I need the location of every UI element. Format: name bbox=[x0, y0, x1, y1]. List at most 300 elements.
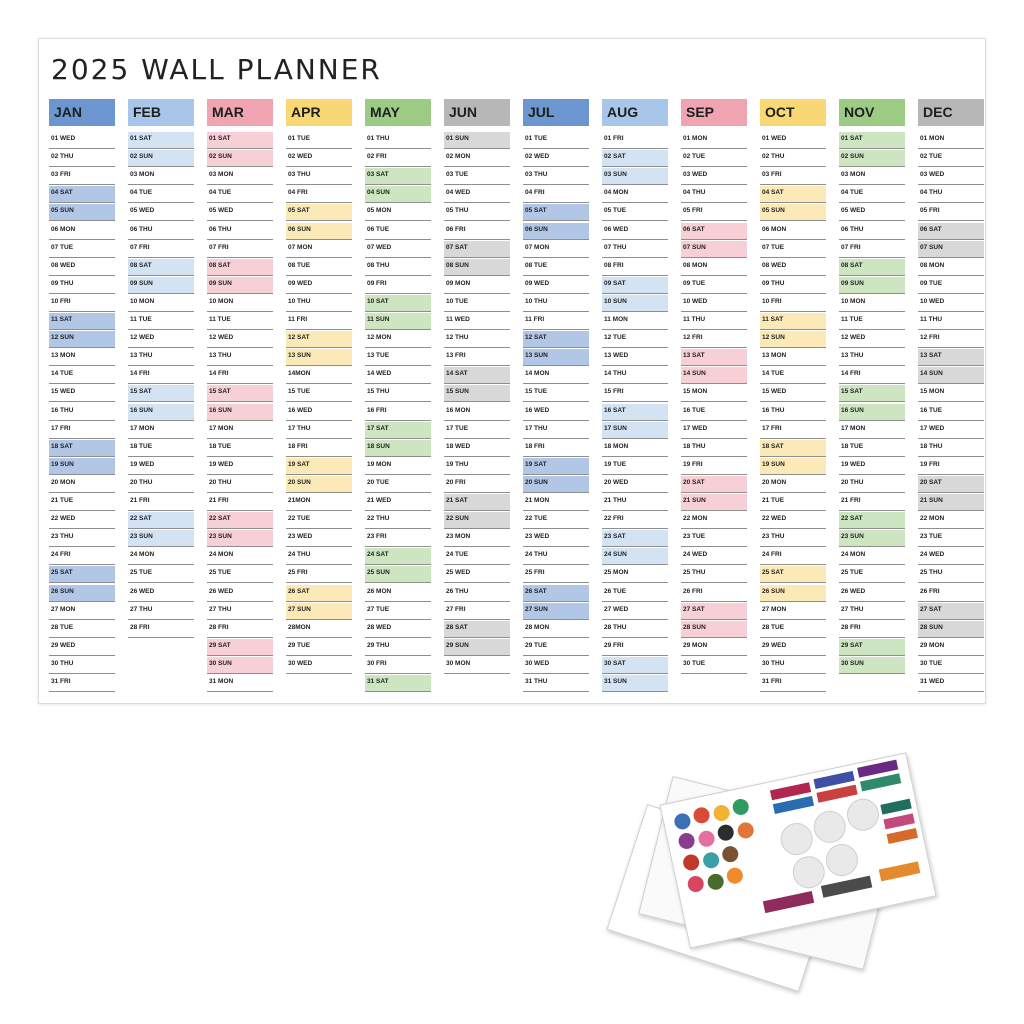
day-row[interactable] bbox=[49, 440, 115, 457]
day-row[interactable] bbox=[128, 313, 194, 330]
day-row[interactable] bbox=[602, 458, 668, 475]
day-row[interactable] bbox=[681, 530, 747, 547]
day-row[interactable] bbox=[523, 458, 589, 475]
day-row[interactable] bbox=[128, 494, 194, 511]
day-row[interactable] bbox=[286, 367, 352, 384]
day-row[interactable] bbox=[918, 132, 984, 149]
day-row[interactable] bbox=[918, 440, 984, 457]
day-row[interactable] bbox=[839, 657, 905, 674]
day-row[interactable] bbox=[602, 422, 668, 439]
day-row[interactable] bbox=[49, 621, 115, 638]
day-row[interactable] bbox=[918, 385, 984, 402]
day-row[interactable] bbox=[523, 566, 589, 583]
day-row[interactable] bbox=[760, 494, 826, 511]
day-row[interactable] bbox=[444, 150, 510, 167]
day-row[interactable] bbox=[760, 440, 826, 457]
day-row[interactable] bbox=[49, 349, 115, 366]
day-row[interactable] bbox=[839, 639, 905, 656]
day-row[interactable] bbox=[286, 385, 352, 402]
day-row[interactable] bbox=[207, 603, 273, 620]
day-row[interactable] bbox=[760, 295, 826, 312]
day-row[interactable] bbox=[49, 132, 115, 149]
day-row[interactable] bbox=[681, 223, 747, 240]
day-row[interactable] bbox=[523, 168, 589, 185]
day-row[interactable] bbox=[602, 548, 668, 565]
day-row[interactable] bbox=[286, 585, 352, 602]
day-row[interactable] bbox=[839, 530, 905, 547]
day-row[interactable] bbox=[128, 367, 194, 384]
day-row[interactable] bbox=[681, 295, 747, 312]
day-row[interactable] bbox=[523, 548, 589, 565]
day-row[interactable] bbox=[681, 385, 747, 402]
day-row[interactable] bbox=[760, 657, 826, 674]
day-row[interactable] bbox=[49, 241, 115, 258]
day-row[interactable] bbox=[523, 440, 589, 457]
day-row[interactable] bbox=[207, 132, 273, 149]
day-row[interactable] bbox=[444, 349, 510, 366]
day-row[interactable] bbox=[523, 150, 589, 167]
day-row[interactable] bbox=[523, 657, 589, 674]
day-row[interactable] bbox=[523, 259, 589, 276]
day-row[interactable] bbox=[128, 458, 194, 475]
day-row[interactable] bbox=[918, 150, 984, 167]
day-row[interactable] bbox=[365, 657, 431, 674]
day-row[interactable] bbox=[760, 223, 826, 240]
day-row[interactable] bbox=[681, 512, 747, 529]
day-row[interactable] bbox=[286, 150, 352, 167]
day-row[interactable] bbox=[681, 422, 747, 439]
day-row[interactable] bbox=[760, 150, 826, 167]
day-row[interactable] bbox=[602, 277, 668, 294]
day-row[interactable] bbox=[49, 566, 115, 583]
day-row[interactable] bbox=[49, 186, 115, 203]
day-row[interactable] bbox=[207, 259, 273, 276]
day-row[interactable] bbox=[286, 241, 352, 258]
day-row[interactable] bbox=[128, 404, 194, 421]
day-row[interactable] bbox=[365, 566, 431, 583]
day-row[interactable] bbox=[365, 241, 431, 258]
day-row[interactable] bbox=[207, 367, 273, 384]
day-row[interactable] bbox=[207, 241, 273, 258]
day-row[interactable] bbox=[49, 476, 115, 493]
day-row[interactable] bbox=[681, 331, 747, 348]
day-row[interactable] bbox=[207, 657, 273, 674]
day-row[interactable] bbox=[760, 512, 826, 529]
day-row[interactable] bbox=[602, 259, 668, 276]
day-row[interactable] bbox=[207, 385, 273, 402]
day-row[interactable] bbox=[523, 675, 589, 692]
day-row[interactable] bbox=[365, 494, 431, 511]
day-row[interactable] bbox=[839, 259, 905, 276]
day-row[interactable] bbox=[286, 548, 352, 565]
day-row[interactable] bbox=[839, 440, 905, 457]
day-row[interactable] bbox=[839, 223, 905, 240]
day-row[interactable] bbox=[918, 512, 984, 529]
day-row[interactable] bbox=[207, 168, 273, 185]
day-row[interactable] bbox=[49, 313, 115, 330]
day-row[interactable] bbox=[839, 566, 905, 583]
day-row[interactable] bbox=[286, 440, 352, 457]
day-row[interactable] bbox=[128, 186, 194, 203]
day-row[interactable] bbox=[365, 132, 431, 149]
day-row[interactable] bbox=[286, 295, 352, 312]
day-row[interactable] bbox=[444, 566, 510, 583]
day-row[interactable] bbox=[839, 367, 905, 384]
day-row[interactable] bbox=[207, 204, 273, 221]
day-row[interactable] bbox=[444, 621, 510, 638]
day-row[interactable] bbox=[286, 277, 352, 294]
day-row[interactable] bbox=[444, 476, 510, 493]
day-row[interactable] bbox=[760, 458, 826, 475]
day-row[interactable] bbox=[681, 150, 747, 167]
day-row[interactable] bbox=[760, 476, 826, 493]
day-row[interactable] bbox=[918, 404, 984, 421]
day-row[interactable] bbox=[918, 277, 984, 294]
day-row[interactable] bbox=[365, 295, 431, 312]
day-row[interactable] bbox=[286, 132, 352, 149]
day-row[interactable] bbox=[444, 422, 510, 439]
day-row[interactable] bbox=[760, 585, 826, 602]
day-row[interactable] bbox=[918, 422, 984, 439]
day-row[interactable] bbox=[207, 422, 273, 439]
day-row[interactable] bbox=[839, 548, 905, 565]
day-row[interactable] bbox=[207, 675, 273, 692]
day-row[interactable] bbox=[523, 621, 589, 638]
day-row[interactable] bbox=[49, 150, 115, 167]
day-row[interactable] bbox=[207, 277, 273, 294]
day-row[interactable] bbox=[365, 422, 431, 439]
day-row[interactable] bbox=[365, 385, 431, 402]
day-row[interactable] bbox=[602, 313, 668, 330]
day-row[interactable] bbox=[286, 494, 352, 511]
day-row[interactable] bbox=[49, 204, 115, 221]
day-row[interactable] bbox=[365, 223, 431, 240]
day-row[interactable] bbox=[918, 241, 984, 258]
day-row[interactable] bbox=[602, 404, 668, 421]
day-row[interactable] bbox=[365, 603, 431, 620]
day-row[interactable] bbox=[207, 548, 273, 565]
day-row[interactable] bbox=[523, 349, 589, 366]
day-row[interactable] bbox=[365, 585, 431, 602]
day-row[interactable] bbox=[286, 313, 352, 330]
day-row[interactable] bbox=[681, 241, 747, 258]
day-row[interactable] bbox=[681, 367, 747, 384]
day-row[interactable] bbox=[128, 349, 194, 366]
day-row[interactable] bbox=[602, 639, 668, 656]
day-row[interactable] bbox=[523, 241, 589, 258]
day-row[interactable] bbox=[918, 494, 984, 511]
day-row[interactable] bbox=[128, 512, 194, 529]
day-row[interactable] bbox=[602, 476, 668, 493]
day-row[interactable] bbox=[128, 422, 194, 439]
day-row[interactable] bbox=[760, 422, 826, 439]
day-row[interactable] bbox=[444, 241, 510, 258]
day-row[interactable] bbox=[444, 458, 510, 475]
day-row[interactable] bbox=[365, 349, 431, 366]
day-row[interactable] bbox=[523, 204, 589, 221]
day-row[interactable] bbox=[523, 639, 589, 656]
day-row[interactable] bbox=[207, 512, 273, 529]
day-row[interactable] bbox=[49, 603, 115, 620]
day-row[interactable] bbox=[681, 440, 747, 457]
day-row[interactable] bbox=[49, 331, 115, 348]
day-row[interactable] bbox=[918, 331, 984, 348]
day-row[interactable] bbox=[839, 132, 905, 149]
day-row[interactable] bbox=[365, 186, 431, 203]
day-row[interactable] bbox=[365, 458, 431, 475]
day-row[interactable] bbox=[49, 675, 115, 692]
day-row[interactable] bbox=[286, 422, 352, 439]
day-row[interactable] bbox=[602, 241, 668, 258]
day-row[interactable] bbox=[839, 385, 905, 402]
day-row[interactable] bbox=[207, 313, 273, 330]
day-row[interactable] bbox=[365, 675, 431, 692]
day-row[interactable] bbox=[444, 168, 510, 185]
day-row[interactable] bbox=[128, 476, 194, 493]
day-row[interactable] bbox=[286, 204, 352, 221]
day-row[interactable] bbox=[681, 186, 747, 203]
day-row[interactable] bbox=[523, 331, 589, 348]
day-row[interactable] bbox=[681, 458, 747, 475]
day-row[interactable] bbox=[444, 313, 510, 330]
day-row[interactable] bbox=[49, 512, 115, 529]
day-row[interactable] bbox=[602, 295, 668, 312]
day-row[interactable] bbox=[602, 331, 668, 348]
day-row[interactable] bbox=[523, 367, 589, 384]
day-row[interactable] bbox=[49, 277, 115, 294]
day-row[interactable] bbox=[49, 404, 115, 421]
day-row[interactable] bbox=[760, 204, 826, 221]
day-row[interactable] bbox=[839, 186, 905, 203]
day-row[interactable] bbox=[839, 494, 905, 511]
day-row[interactable] bbox=[681, 548, 747, 565]
day-row[interactable] bbox=[681, 313, 747, 330]
day-row[interactable] bbox=[49, 422, 115, 439]
day-row[interactable] bbox=[207, 458, 273, 475]
day-row[interactable] bbox=[760, 259, 826, 276]
day-row[interactable] bbox=[444, 512, 510, 529]
day-row[interactable] bbox=[839, 603, 905, 620]
day-row[interactable] bbox=[128, 277, 194, 294]
day-row[interactable] bbox=[918, 585, 984, 602]
day-row[interactable] bbox=[365, 367, 431, 384]
day-row[interactable] bbox=[602, 150, 668, 167]
day-row[interactable] bbox=[918, 313, 984, 330]
day-row[interactable] bbox=[444, 223, 510, 240]
day-row[interactable] bbox=[523, 476, 589, 493]
day-row[interactable] bbox=[681, 259, 747, 276]
day-row[interactable] bbox=[444, 440, 510, 457]
day-row[interactable] bbox=[444, 603, 510, 620]
day-row[interactable] bbox=[839, 241, 905, 258]
day-row[interactable] bbox=[286, 349, 352, 366]
day-row[interactable] bbox=[602, 512, 668, 529]
day-row[interactable] bbox=[602, 530, 668, 547]
day-row[interactable] bbox=[918, 657, 984, 674]
day-row[interactable] bbox=[839, 150, 905, 167]
day-row[interactable] bbox=[602, 657, 668, 674]
day-row[interactable] bbox=[444, 385, 510, 402]
day-row[interactable] bbox=[207, 494, 273, 511]
day-row[interactable] bbox=[602, 204, 668, 221]
day-row[interactable] bbox=[839, 585, 905, 602]
day-row[interactable] bbox=[444, 204, 510, 221]
day-row[interactable] bbox=[444, 404, 510, 421]
day-row[interactable] bbox=[760, 313, 826, 330]
day-row[interactable] bbox=[444, 494, 510, 511]
day-row[interactable] bbox=[128, 259, 194, 276]
day-row[interactable] bbox=[444, 530, 510, 547]
day-row[interactable] bbox=[760, 639, 826, 656]
day-row[interactable] bbox=[365, 548, 431, 565]
day-row[interactable] bbox=[760, 132, 826, 149]
day-row[interactable] bbox=[286, 259, 352, 276]
day-row[interactable] bbox=[286, 223, 352, 240]
day-row[interactable] bbox=[760, 168, 826, 185]
day-row[interactable] bbox=[523, 223, 589, 240]
day-row[interactable] bbox=[760, 530, 826, 547]
day-row[interactable] bbox=[602, 186, 668, 203]
day-row[interactable] bbox=[365, 404, 431, 421]
day-row[interactable] bbox=[602, 494, 668, 511]
day-row[interactable] bbox=[839, 476, 905, 493]
day-row[interactable] bbox=[286, 168, 352, 185]
day-row[interactable] bbox=[207, 295, 273, 312]
day-row[interactable] bbox=[444, 132, 510, 149]
day-row[interactable] bbox=[760, 548, 826, 565]
day-row[interactable] bbox=[523, 186, 589, 203]
day-row[interactable] bbox=[760, 566, 826, 583]
day-row[interactable] bbox=[207, 585, 273, 602]
day-row[interactable] bbox=[760, 675, 826, 692]
day-row[interactable] bbox=[49, 494, 115, 511]
day-row[interactable] bbox=[602, 385, 668, 402]
day-row[interactable] bbox=[365, 530, 431, 547]
day-row[interactable] bbox=[839, 422, 905, 439]
day-row[interactable] bbox=[286, 621, 352, 638]
day-row[interactable] bbox=[128, 150, 194, 167]
day-row[interactable] bbox=[681, 494, 747, 511]
day-row[interactable] bbox=[207, 186, 273, 203]
day-row[interactable] bbox=[839, 458, 905, 475]
day-row[interactable] bbox=[760, 603, 826, 620]
day-row[interactable] bbox=[918, 603, 984, 620]
day-row[interactable] bbox=[523, 404, 589, 421]
day-row[interactable] bbox=[681, 639, 747, 656]
day-row[interactable] bbox=[681, 204, 747, 221]
day-row[interactable] bbox=[760, 241, 826, 258]
day-row[interactable] bbox=[365, 512, 431, 529]
day-row[interactable] bbox=[918, 548, 984, 565]
day-row[interactable] bbox=[681, 603, 747, 620]
day-row[interactable] bbox=[207, 150, 273, 167]
day-row[interactable] bbox=[523, 295, 589, 312]
day-row[interactable] bbox=[523, 530, 589, 547]
day-row[interactable] bbox=[128, 168, 194, 185]
day-row[interactable] bbox=[128, 440, 194, 457]
day-row[interactable] bbox=[444, 186, 510, 203]
day-row[interactable] bbox=[918, 204, 984, 221]
day-row[interactable] bbox=[207, 476, 273, 493]
day-row[interactable] bbox=[128, 566, 194, 583]
day-row[interactable] bbox=[760, 349, 826, 366]
day-row[interactable] bbox=[918, 259, 984, 276]
day-row[interactable] bbox=[681, 404, 747, 421]
day-row[interactable] bbox=[49, 585, 115, 602]
day-row[interactable] bbox=[128, 204, 194, 221]
day-row[interactable] bbox=[602, 349, 668, 366]
day-row[interactable] bbox=[444, 259, 510, 276]
day-row[interactable] bbox=[602, 675, 668, 692]
day-row[interactable] bbox=[523, 385, 589, 402]
day-row[interactable] bbox=[286, 186, 352, 203]
day-row[interactable] bbox=[49, 458, 115, 475]
day-row[interactable] bbox=[523, 132, 589, 149]
day-row[interactable] bbox=[128, 295, 194, 312]
day-row[interactable] bbox=[602, 367, 668, 384]
day-row[interactable] bbox=[49, 530, 115, 547]
day-row[interactable] bbox=[918, 458, 984, 475]
day-row[interactable] bbox=[839, 168, 905, 185]
day-row[interactable] bbox=[207, 440, 273, 457]
day-row[interactable] bbox=[128, 548, 194, 565]
day-row[interactable] bbox=[918, 621, 984, 638]
day-row[interactable] bbox=[444, 367, 510, 384]
day-row[interactable] bbox=[760, 404, 826, 421]
day-row[interactable] bbox=[839, 277, 905, 294]
day-row[interactable] bbox=[602, 168, 668, 185]
day-row[interactable] bbox=[365, 639, 431, 656]
day-row[interactable] bbox=[365, 168, 431, 185]
day-row[interactable] bbox=[365, 277, 431, 294]
day-row[interactable] bbox=[128, 331, 194, 348]
day-row[interactable] bbox=[839, 331, 905, 348]
day-row[interactable] bbox=[523, 277, 589, 294]
day-row[interactable] bbox=[128, 223, 194, 240]
day-row[interactable] bbox=[681, 349, 747, 366]
day-row[interactable] bbox=[444, 639, 510, 656]
day-row[interactable] bbox=[523, 512, 589, 529]
day-row[interactable] bbox=[681, 657, 747, 674]
day-row[interactable] bbox=[918, 223, 984, 240]
day-row[interactable] bbox=[523, 494, 589, 511]
day-row[interactable] bbox=[207, 621, 273, 638]
day-row[interactable] bbox=[839, 204, 905, 221]
day-row[interactable] bbox=[444, 277, 510, 294]
day-row[interactable] bbox=[523, 585, 589, 602]
day-row[interactable] bbox=[365, 621, 431, 638]
day-row[interactable] bbox=[286, 404, 352, 421]
day-row[interactable] bbox=[918, 639, 984, 656]
day-row[interactable] bbox=[681, 476, 747, 493]
day-row[interactable] bbox=[365, 150, 431, 167]
day-row[interactable] bbox=[207, 331, 273, 348]
day-row[interactable] bbox=[681, 621, 747, 638]
day-row[interactable] bbox=[918, 675, 984, 692]
day-row[interactable] bbox=[760, 621, 826, 638]
day-row[interactable] bbox=[760, 367, 826, 384]
day-row[interactable] bbox=[681, 132, 747, 149]
day-row[interactable] bbox=[49, 367, 115, 384]
day-row[interactable] bbox=[286, 657, 352, 674]
day-row[interactable] bbox=[365, 476, 431, 493]
day-row[interactable] bbox=[602, 621, 668, 638]
day-row[interactable] bbox=[286, 476, 352, 493]
day-row[interactable] bbox=[128, 585, 194, 602]
day-row[interactable] bbox=[49, 639, 115, 656]
day-row[interactable] bbox=[286, 331, 352, 348]
day-row[interactable] bbox=[286, 603, 352, 620]
